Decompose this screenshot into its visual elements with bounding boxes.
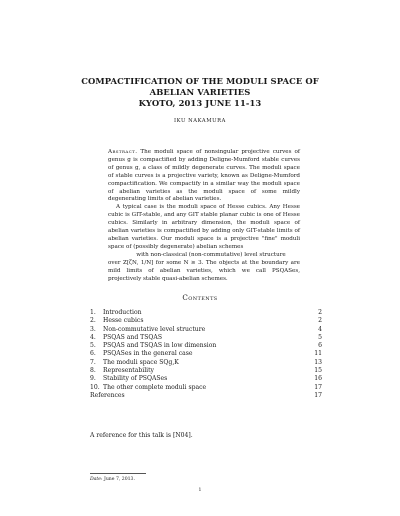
toc-number: 9. bbox=[90, 375, 96, 383]
author-name: IKU NAKAMURA bbox=[174, 118, 226, 124]
title-line: KYOTO, 2013 JUNE 11-13 bbox=[138, 98, 262, 108]
toc-page: 11 bbox=[314, 350, 322, 358]
toc-number: 8. bbox=[90, 367, 96, 375]
footnote-text: : June 7, 2013. bbox=[101, 477, 135, 482]
toc-number: 2. bbox=[90, 317, 96, 325]
abstract-paragraph bbox=[108, 149, 300, 204]
paper-title bbox=[60, 76, 340, 109]
toc-entry[interactable] bbox=[90, 326, 322, 334]
footnote bbox=[90, 477, 135, 482]
toc-number: 5. bbox=[90, 342, 96, 350]
toc-title: The other complete moduli space bbox=[103, 383, 207, 391]
abstract-paragraph: over Z[ζN, 1/N] for some N ≥ 3. The objects at the boundary are mild limits of abelian varieties, which we call PSQASes, projectively stable quasi-abelian schemes. bbox=[108, 259, 300, 282]
toc-entry[interactable] bbox=[90, 392, 322, 400]
toc-number: 7. bbox=[90, 358, 96, 366]
toc-title: Stability of PSQASes bbox=[103, 375, 168, 383]
toc-entry[interactable] bbox=[90, 309, 322, 317]
abstract-paragraph: A typical case is the moduli space of Hesse cubics. Any Hesse cubic is GIT-stable, and any GIT stable planar cubic is one of Hesse cubics. Similarly in arbitrary dimension, the moduli space of abelian varieties is compactified by adding only GIT-stable limits of abelian varieties. Our moduli space is a projective "fine" moduli space of (possibly degenerate) abelian schemes bbox=[108, 204, 300, 250]
contents-heading: Contents bbox=[182, 293, 218, 302]
toc-title: Representability bbox=[103, 367, 154, 375]
toc-page: 6 bbox=[318, 342, 322, 350]
toc-number: 4. bbox=[90, 333, 96, 341]
toc-title: PSQASes in the general case bbox=[103, 350, 193, 358]
toc-title: Non-commutative level structure bbox=[103, 325, 206, 333]
toc-page: 17 bbox=[314, 383, 322, 391]
abstract-centered-line: with non-classical (non-commutative) level structure bbox=[136, 251, 286, 258]
toc-entry[interactable] bbox=[90, 375, 322, 383]
toc-title: Hesse cubics bbox=[103, 317, 144, 325]
reference-sentence: A reference for this talk is [N04]. bbox=[90, 432, 193, 439]
toc-entry[interactable] bbox=[90, 350, 322, 358]
toc-entry[interactable] bbox=[90, 317, 322, 325]
abstract bbox=[108, 149, 300, 283]
abstract-text: The moduli space of nonsingular projective curves of genus g is compactified by adding Deligne-Mumford stable curves of genus g, a class of mildly degenerate curves. The moduli space of stable curves is a projective variety, known as Deligne-Mumford compactification. We compactify in a similar way the moduli space of abelian varieties as the moduli space of some mildly degenerating limits of abelian varieties. bbox=[108, 149, 300, 203]
toc-title: PSQAS and TSQAS bbox=[103, 333, 162, 341]
toc-entry[interactable] bbox=[90, 384, 322, 392]
toc-title: PSQAS and TSQAS in low dimension bbox=[103, 342, 217, 350]
toc-title: Introduction bbox=[103, 309, 142, 316]
toc-number: 1. bbox=[90, 309, 96, 316]
title-line: COMPACTIFICATION OF THE MODULI SPACE OF bbox=[81, 76, 319, 86]
toc-entry[interactable] bbox=[90, 367, 322, 375]
toc-page: 15 bbox=[314, 367, 322, 375]
toc-number: 3. bbox=[90, 325, 96, 333]
toc-number: 6. bbox=[90, 350, 96, 358]
page-number: 1 bbox=[198, 488, 202, 493]
toc-page: 2 bbox=[318, 309, 322, 316]
footnote-label: Date bbox=[90, 477, 101, 482]
toc-page: 16 bbox=[314, 375, 322, 383]
footnote-divider bbox=[90, 473, 146, 474]
toc-page: 2 bbox=[318, 317, 322, 325]
toc-number: 10. bbox=[90, 383, 100, 391]
toc-entry[interactable] bbox=[90, 334, 322, 342]
toc-entry[interactable] bbox=[90, 359, 322, 367]
title-line: ABELIAN VARIETIES bbox=[149, 87, 251, 97]
toc-title: References bbox=[90, 391, 125, 399]
toc-page: 5 bbox=[318, 333, 322, 341]
toc-page: 17 bbox=[314, 391, 322, 399]
abstract-heading: Abstract. bbox=[108, 149, 138, 155]
toc-page: 13 bbox=[314, 358, 322, 366]
toc-entry[interactable] bbox=[90, 342, 322, 350]
toc-page: 4 bbox=[318, 325, 322, 333]
toc-title: The moduli space SQg,K bbox=[103, 358, 179, 366]
table-of-contents bbox=[90, 309, 322, 400]
